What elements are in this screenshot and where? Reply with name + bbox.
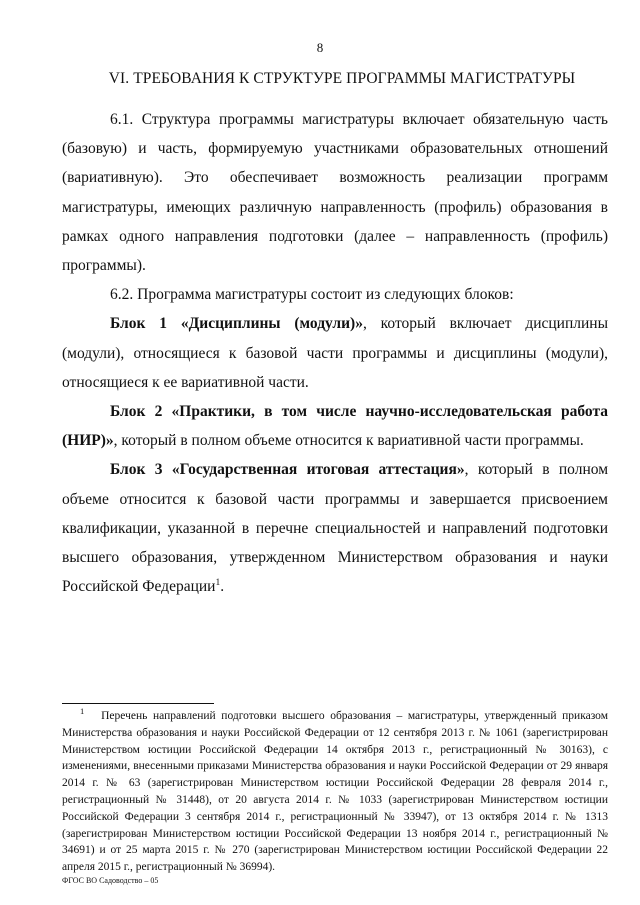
- paragraph-6-2: 6.2. Программа магистратуры состоит из следующих блоков:: [110, 286, 514, 304]
- footnote-text: Перечень направлений подготовки высшего образования – магистратуры, утвержденный приказом Министерства образования и науки Российской Федерации от 12 сентября 2013 г. № 1061 (зарегистрирован Министерством юстиции Российской Федерации 14 октября 2013 г., регистрационный № 30163), с изменениями, внесенными приказами Министерства образования и науки Российской Федерации от 29 января 2014 г. № 63 (зарегистрирован Министерством юстиции Российской Федерации 28 февраля 2014 г., регистрационный № 31448), от 20 августа 2014 г. № 1033 (зарегистрирован Министерством юстиции Российской Федерации 3 сентября 2014 г., регистрационный № 33947), от 13 октября 2014 г. № 1313 (зарегистрирован Министерством юстиции Российской Федерации 13 ноября 2014 г., регистрационный № 34691) и от 25 марта 2015 г. № 270 (зарегистрирован Министерством юстиции Российской Федерации 22 апреля 2015 г., регистрационный № 36994).: [62, 710, 608, 874]
- page-number: 8: [316, 40, 324, 55]
- footnote-reference: 1: [215, 578, 221, 589]
- footnote: [62, 708, 608, 876]
- section-title: VI. ТРЕБОВАНИЯ К СТРУКТУРЕ ПРОГРАММЫ МАГИСТРАТУРЫ: [108, 70, 576, 87]
- page-footer: ФГОС ВО Садоводство – 05: [62, 876, 159, 885]
- paragraph-block-2: [62, 397, 608, 455]
- block-1-text: , который включает дисциплины (модули), относящиеся к базовой части программы и дисциплины (модули), относящиеся к ее вариативной части.: [62, 315, 609, 391]
- paragraph-block-3: [62, 455, 608, 601]
- footnote-mark: 1: [80, 706, 85, 717]
- block-3-text: , который в полном объеме относится к базовой части программы и завершается присвоением квалификации, указанной в перечне специальностей и направлений подготовки высшего образования, утвержденном Министерством образования и науки Российской Федерации: [62, 461, 609, 596]
- block-2-text: , который в полном объеме относится к вариативной части программы.: [113, 432, 584, 450]
- block-3-end: .: [220, 578, 225, 596]
- paragraph-6-1: 6.1. Структура программы магистратуры включает обязательную часть (базовую) и часть, формируемую участниками образовательных отношений (вариативную). Это обеспечивает возможность реализации программ магистратуры, имеющих различную направленность (профиль) образования в рамках одного направления подготовки (далее – направленность (профиль) программы).: [62, 111, 608, 275]
- paragraph-block-1: [62, 309, 608, 397]
- block-3-label: Блок 3: [110, 461, 163, 479]
- block-2-name: «Практики, в том числе научно-исследовательская работа (НИР)»: [62, 403, 608, 450]
- block-3-name: «Государственная итоговая аттестация»: [171, 461, 465, 479]
- main-body: [62, 105, 608, 601]
- block-2-label: Блок 2: [110, 403, 163, 421]
- footnote-divider: [62, 703, 214, 704]
- block-1-name: «Дисциплины (модули)»: [180, 315, 363, 333]
- block-1-label: Блок 1: [110, 315, 168, 333]
